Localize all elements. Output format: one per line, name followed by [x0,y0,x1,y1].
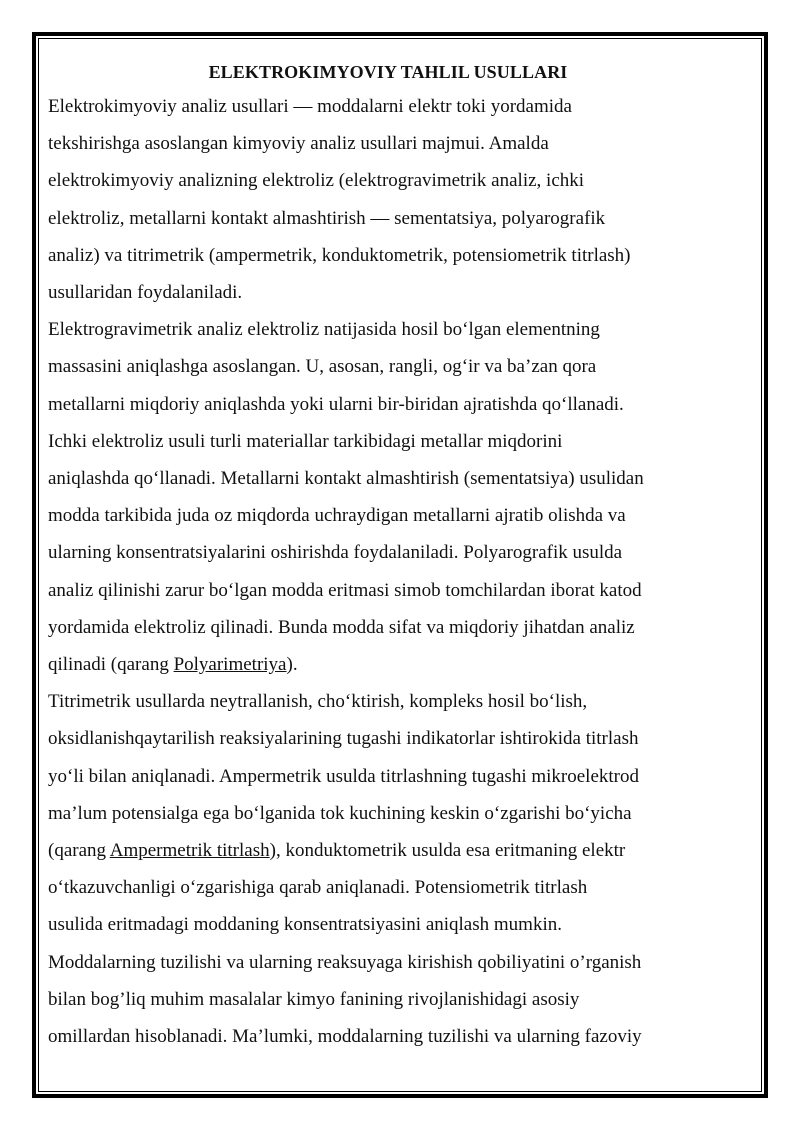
text-line: ). [286,654,298,676]
text-line: yordamida elektroliz qilinadi. Bunda modda sifat va miqdoriy jihatdan analiz [48,616,635,638]
text-line: analiz qilinishi zarur bo‘lgan modda eritmasi simob tomchilardan iborat katod [48,579,642,601]
text-line: Elektrogravimetrik analiz elektroliz natijasida hosil bo‘lgan elementning [48,319,600,341]
text-line: Ichki elektroliz usuli turli materiallar tarkibidagi metallar miqdorini [48,430,563,452]
document-title: ELEKTROKIMYOVIY TAHLIL USULLARI [208,62,568,82]
ampermetrik-titrlash-link[interactable]: Ampermetrik titrlash [109,840,270,862]
text-line: omillardan hisoblanadi. Ma’lumki, moddalarning tuzilishi va ularning fazoviy [48,1026,642,1048]
polyarimetriya-link[interactable]: Polyarimetriya [173,654,287,676]
text-line: Titrimetrik usullarda neytrallanish, cho‘ktirish, kompleks hosil bo‘lish, [48,691,588,713]
text-line: massasini aniqlashga asoslangan. U, asosan, rangli, og‘ir va ba’zan qora [48,356,597,378]
text-line: bilan bog’liq muhim masalalar kimyo fanining rivojlanishidagi asosiy [48,988,580,1010]
text-line: qilinadi (qarang [48,654,174,676]
text-line: oksidlanishqaytarilish reaksiyalarining tugashi indikatorlar ishtirokida titrlash [48,728,639,750]
text-line: tekshirishga asoslangan kimyoviy analiz usullari majmui. Amalda [48,133,549,155]
paragraph-intro [48,88,728,311]
text-line: Moddalarning tuzilishi va ularning reaksuyaga kirishish qobiliyatini o’rganish [48,951,642,973]
document-body [48,56,728,1055]
text-line: usulida eritmadagi moddaning konsentratsiyasini aniqlash mumkin. [48,914,562,936]
text-line: aniqlashda qo‘llanadi. Metallarni kontakt almashtirish (sementatsiya) usulidan [48,468,644,490]
text-line: yo‘li bilan aniqlanadi. Ampermetrik usulda titrlashning tugashi mikroelektrod [48,765,639,787]
text-line: modda tarkibida juda oz miqdorda uchraydigan metallarni ajratib olishda va [48,505,626,527]
text-line: ularning konsentratsiyalarini oshirishda foydalaniladi. Polyarografik usulda [48,542,623,564]
text-line: o‘tkazuvchanligi o‘zgarishiga qarab aniqlanadi. Potensiometrik titrlash [48,877,588,899]
text-line: usullaridan foydalaniladi. [48,282,243,304]
text-line: elektrokimyoviy analizning elektroliz (elektrogravimetrik analiz, ichki [48,170,585,192]
text-line: (qarang [48,840,110,862]
paragraph-titrimetric [48,683,728,943]
text-line: analiz) va titrimetrik (ampermetrik, konduktometrik, potensiometrik titrlash) [48,244,631,266]
text-line: Elektrokimyoviy analiz usullari — moddalarni elektr toki yordamida [48,96,572,117]
text-line: elektroliz, metallarni kontakt almashtirish — sementatsiya, polyarografik [48,207,606,229]
paragraph-structure [48,944,728,1056]
paragraph-electrogravimetric [48,311,728,683]
text-line: ), konduktometrik usulda esa eritmaning elektr [269,840,626,862]
text-line: ma’lum potensialga ega bo‘lganida tok kuchining keskin o‘zgarishi bo‘yicha [48,802,632,824]
text-line: metallarni miqdoriy aniqlashda yoki ularni bir-biridan ajratishda qo‘llanadi. [48,393,624,415]
